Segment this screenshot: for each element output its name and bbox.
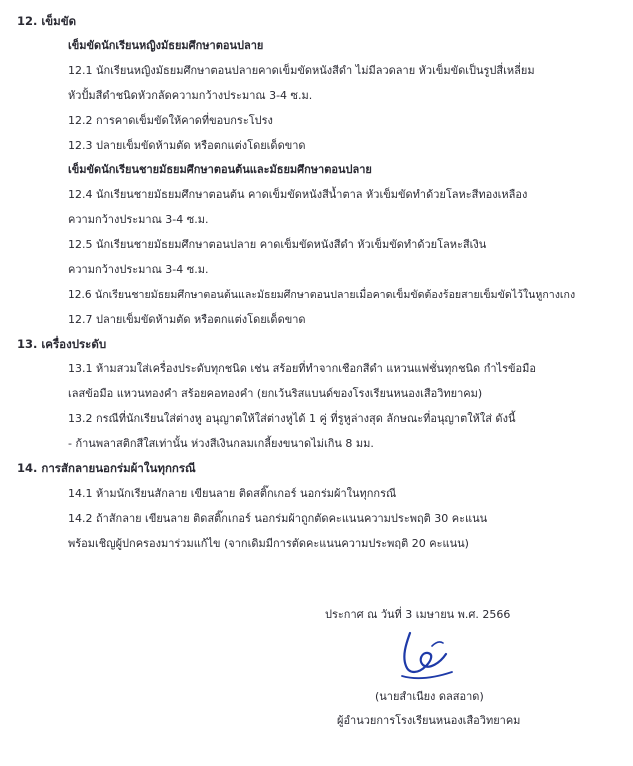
item-13-2: 13.2 กรณีที่นักเรียนใส่ต่างหู อนุญาตให้ใส่ต่างหูได้ 1 คู่ ที่รูหูล่างสุด ลักษณะที่อนุญาตให้ใส่ ดังนี้: [68, 412, 516, 425]
signature-image: [396, 630, 456, 685]
section-13-heading: 13. เครื่องประดับ: [17, 337, 107, 351]
item-13-2-detail: - ก้านพลาสติกสีใสเท่านั้น ห่วงสีเงินกลมเกลี้ยงขนาดไม่เกิน 8 มม.: [68, 437, 374, 450]
item-13-1-line-2: เลสข้อมือ แหวนทองคำ สร้อยคอทองคำ (ยกเว้นริสแบนด์ของโรงเรียนหนองเสือวิทยาคม): [68, 387, 483, 400]
item-12-5-line-2: ความกว้างประมาณ 3-4 ซ.ม.: [68, 263, 209, 276]
section-14-heading: 14. การสักลายนอกร่มผ้าในทุกกรณี: [17, 461, 196, 475]
item-12-3: 12.3 ปลายเข็มขัดห้ามตัด หรือตกแต่งโดยเด็ดขาด: [68, 139, 306, 152]
item-12-6: 12.6 นักเรียนชายมัธยมศึกษาตอนต้นและมัธยมศึกษาตอนปลายเมื่อคาดเข็มขัดต้องร้อยสายเข็มขัดไว้ในหูกางเกง: [68, 289, 576, 301]
section-12-heading: 12. เข็มขัด: [17, 14, 77, 28]
item-12-4-line-2: ความกว้างประมาณ 3-4 ซ.ม.: [68, 213, 209, 226]
item-12-1-line-1: 12.1 นักเรียนหญิงมัธยมศึกษาตอนปลายคาดเข็มขัดหนังสีดำ ไม่มีลวดลาย หัวเข็มขัดเป็นรูปสี่เหลี่ยม: [68, 64, 535, 77]
item-12-4-line-1: 12.4 นักเรียนชายมัธยมศึกษาตอนต้น คาดเข็มขัดหนังสีน้ำตาล หัวเข็มขัดทำด้วยโลหะสีทองเหลือง: [68, 188, 528, 201]
item-13-1-line-1: 13.1 ห้ามสวมใส่เครื่องประดับทุกชนิด เช่น สร้อยที่ทำจากเชือกสีดำ แหวนแฟชั่นทุกชนิด กำไรข้อมือ: [68, 362, 536, 375]
signatory-position: ผู้อำนวยการโรงเรียนหนองเสือวิทยาคม: [337, 714, 521, 727]
section-12-subheading-female: เข็มขัดนักเรียนหญิงมัธยมศึกษาตอนปลาย: [68, 39, 264, 52]
item-14-2-line-2: พร้อมเชิญผู้ปกครองมาร่วมแก้ไข (จากเดิมมีการตัดคะแนนความประพฤติ 20 คะแนน): [68, 537, 469, 550]
item-12-2: 12.2 การคาดเข็มขัดให้คาดที่ขอบกระโปรง: [68, 114, 273, 127]
item-12-5-line-1: 12.5 นักเรียนชายมัธยมศึกษาตอนปลาย คาดเข็มขัดหนังสีดำ หัวเข็มขัดทำด้วยโลหะสีเงิน: [68, 238, 487, 251]
announcement-date: ประกาศ ณ วันที่ 3 เมษายน พ.ศ. 2566: [325, 608, 511, 621]
signatory-name: (นายสำเนียง ดลสอาด): [375, 690, 484, 703]
item-14-1: 14.1 ห้ามนักเรียนสักลาย เขียนลาย ติดสติ๊กเกอร์ นอกร่มผ้าในทุกกรณี: [68, 487, 397, 500]
item-12-7: 12.7 ปลายเข็มขัดห้ามตัด หรือตกแต่งโดยเด็ดขาด: [68, 313, 306, 326]
section-12-subheading-male: เข็มขัดนักเรียนชายมัธยมศึกษาตอนต้นและมัธยมศึกษาตอนปลาย: [68, 163, 372, 176]
item-14-2-line-1: 14.2 ถ้าสักลาย เขียนลาย ติดสติ๊กเกอร์ นอกร่มผ้าถูกตัดคะแนนความประพฤติ 30 คะแนน: [68, 512, 488, 525]
item-12-1-line-2: หัวปั้มสีดำชนิดหัวกลัดความกว้างประมาณ 3-4 ซ.ม.: [68, 89, 313, 102]
